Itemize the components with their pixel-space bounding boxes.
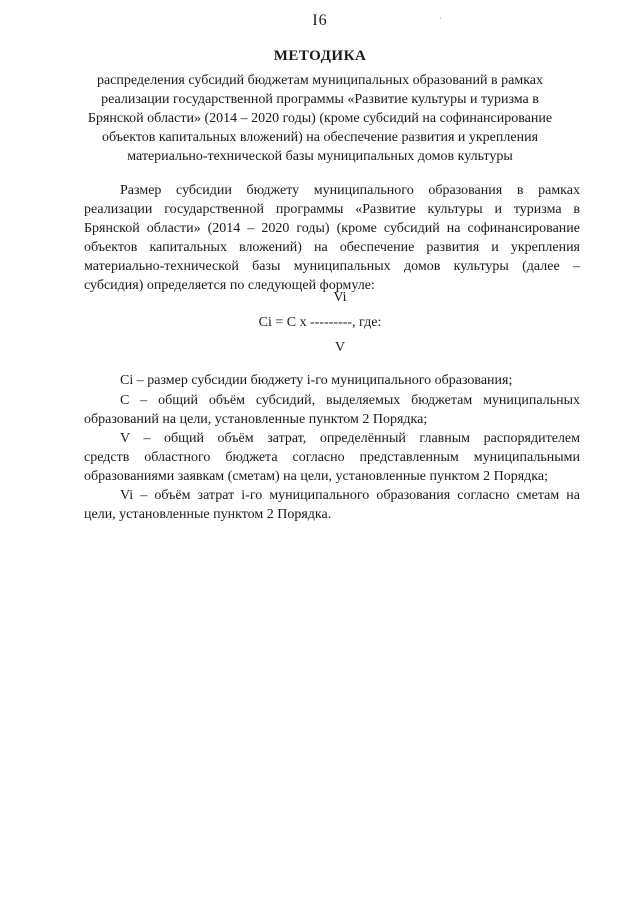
subtitle-line: Брянской области» (2014 – 2020 годы) (кроме субсидий на софинансирование bbox=[87, 111, 553, 126]
page-number: I6 bbox=[312, 12, 328, 29]
corner-mark: · bbox=[439, 14, 442, 23]
document-title: МЕТОДИКА bbox=[273, 48, 367, 64]
formula-main: Ci = C x ---------, где: bbox=[258, 315, 382, 330]
definition-vi bbox=[84, 486, 580, 524]
formula-denominator: V bbox=[334, 340, 346, 355]
definition-ci bbox=[84, 371, 580, 390]
paragraph-line: С – общий объём субсидий, выделяемых бюджетам муниципальных bbox=[120, 393, 580, 408]
definition-v bbox=[84, 429, 580, 486]
paragraph-line: Ci – размер субсидии бюджету i-го муниципального образования; bbox=[120, 373, 513, 388]
paragraph-line: цели, установленные пунктом 2 Порядка. bbox=[84, 507, 332, 522]
paragraph-line: Vi – объём затрат i-го муниципального образования согласно сметам на bbox=[120, 488, 580, 503]
paragraph-line: объектов капитальных вложений) на обеспечение развития и укрепления bbox=[84, 240, 580, 255]
subtitle-line: реализации государственной программы «Развитие культуры и туризма в bbox=[101, 92, 539, 107]
intro-paragraph bbox=[84, 181, 580, 295]
paragraph-line: материально-технической базы муниципальных домов культуры (далее – bbox=[84, 259, 580, 274]
paragraph-line: средств областного бюджета согласно представленным муниципальными bbox=[84, 450, 580, 465]
paragraph-line: субсидия) определяется по следующей формуле: bbox=[84, 278, 375, 293]
paragraph-line: реализации государственной программы «Развитие культуры и туризма в bbox=[84, 202, 580, 217]
paragraph-line: образований на цели, установленные пунктом 2 Порядка; bbox=[84, 412, 428, 427]
paragraph-line: Размер субсидии бюджету муниципального образования в рамках bbox=[120, 183, 580, 198]
subtitle-line: распределения субсидий бюджетам муниципальных образований в рамках bbox=[96, 73, 544, 88]
definition-c bbox=[84, 391, 580, 429]
document-subtitle bbox=[80, 71, 560, 166]
formula-numerator: Vi bbox=[333, 290, 347, 305]
paragraph-line: V – общий объём затрат, определённый главным распорядителем bbox=[120, 431, 580, 446]
paragraph-line: Брянской области» (2014 – 2020 годы) (кроме субсидий на софинансирование bbox=[84, 221, 580, 236]
subtitle-line: объектов капитальных вложений) на обеспечение развития и укрепления bbox=[101, 130, 539, 145]
subtitle-line: материально-технической базы муниципальных домов культуры bbox=[127, 149, 513, 164]
paragraph-line: образованиями заявкам (сметам) на цели, установленные пунктом 2 Порядка; bbox=[84, 469, 548, 484]
